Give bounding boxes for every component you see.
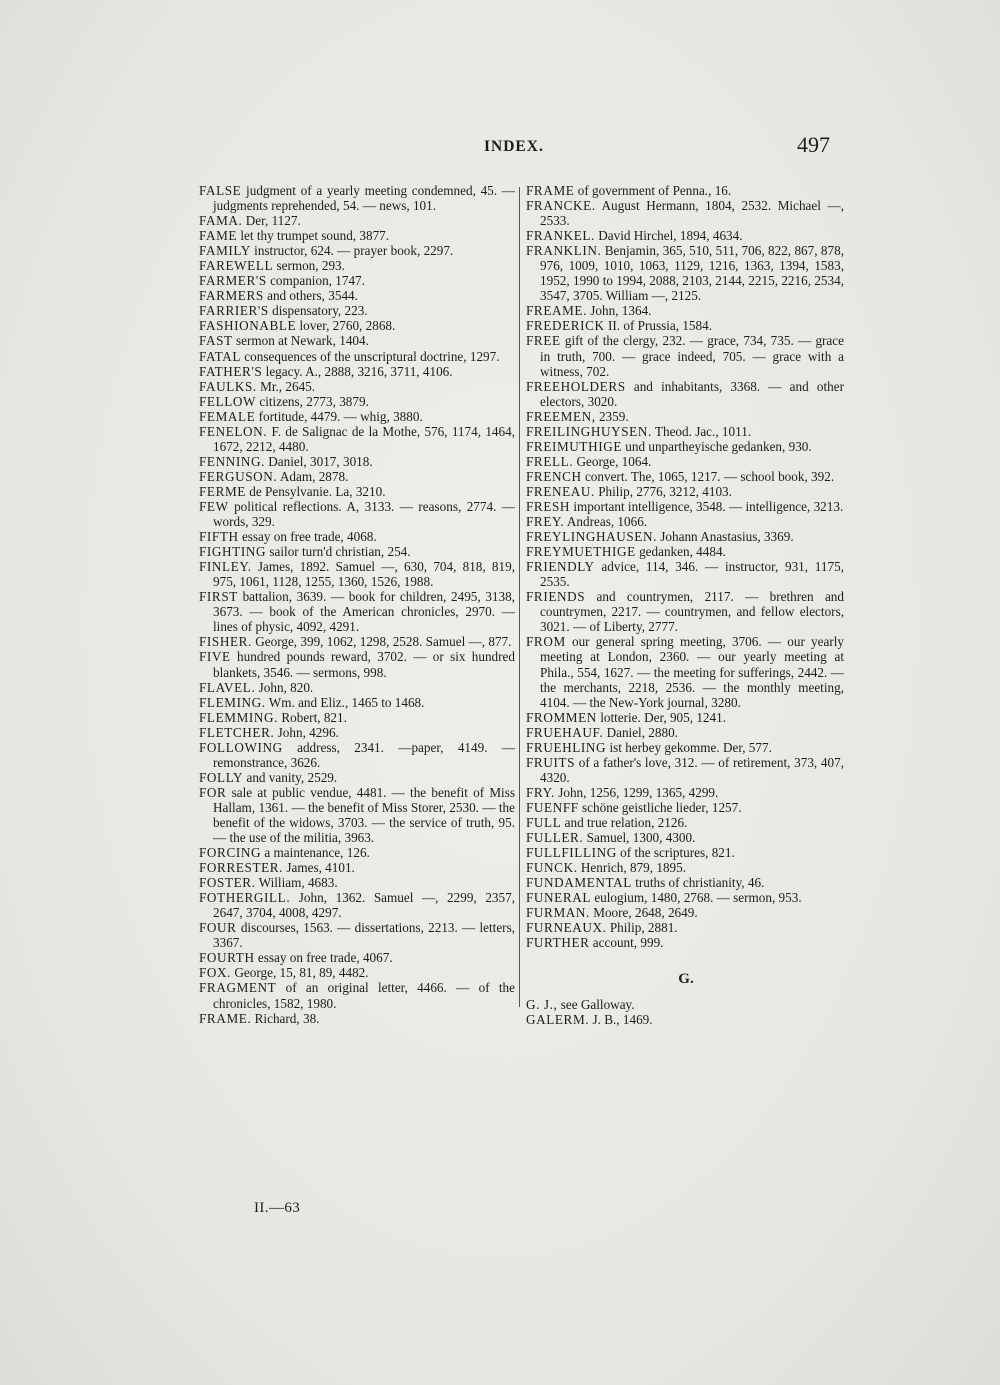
entry-text: David Hirchel, 1894, 4634. bbox=[594, 228, 743, 244]
entry-text: schöne geistliche lieder, 1257. bbox=[578, 799, 742, 815]
entry-text: Moore, 2648, 2649. bbox=[589, 905, 698, 921]
index-column-left bbox=[199, 183, 515, 1026]
index-entry bbox=[199, 695, 515, 710]
index-entry bbox=[526, 469, 844, 484]
entry-keyword: FARMER'S bbox=[199, 273, 267, 289]
entry-text: Daniel, 2880. bbox=[603, 724, 678, 740]
entry-keyword: FURTHER bbox=[526, 935, 590, 951]
entry-text: legacy. A., 2888, 3216, 3711, 4106. bbox=[262, 363, 453, 379]
entry-keyword: FREYLINGHAUSEN. bbox=[526, 529, 657, 545]
entry-text: consequences of the unscriptural doctrine, 1297. bbox=[241, 348, 500, 364]
index-entry bbox=[199, 589, 515, 634]
entry-keyword: FRAGMENT bbox=[199, 980, 277, 996]
entry-keyword: FLETCHER. bbox=[199, 724, 275, 740]
index-entry bbox=[526, 634, 844, 709]
entry-keyword: FULLER. bbox=[526, 830, 584, 846]
entry-text: hundred pounds reward, 3702. — or six hundred blankets, 3546. — sermons, 998. bbox=[213, 649, 515, 680]
index-entry bbox=[526, 514, 844, 529]
entry-keyword: FIVE bbox=[199, 649, 231, 665]
entry-text: companion, 1747. bbox=[266, 273, 365, 289]
entry-keyword: FUNERAL bbox=[526, 890, 592, 906]
index-entry bbox=[526, 499, 844, 514]
index-entry bbox=[199, 529, 515, 544]
entry-keyword: G. J., bbox=[526, 997, 558, 1013]
entry-text: essay on free trade, 4068. bbox=[238, 529, 377, 545]
entry-text: essay on free trade, 4067. bbox=[254, 950, 393, 966]
index-entry bbox=[199, 303, 515, 318]
entry-keyword: FOUR bbox=[199, 920, 237, 936]
entry-keyword: FEMALE bbox=[199, 408, 256, 424]
index-entry bbox=[199, 1011, 515, 1026]
entry-keyword: FASHIONABLE bbox=[199, 318, 297, 334]
entry-text: John, 1364. bbox=[587, 303, 652, 319]
index-entry bbox=[199, 634, 515, 649]
entry-text: Philip, 2776, 3212, 4103. bbox=[594, 483, 732, 499]
entry-keyword: FREYMUETHIGE bbox=[526, 544, 636, 560]
entry-keyword: FAMA. bbox=[199, 213, 243, 229]
entry-text: and inhabitants, 3368. — and other electors, 3020. bbox=[540, 378, 844, 409]
entry-keyword: FIFTH bbox=[199, 529, 239, 545]
index-entry bbox=[526, 439, 844, 454]
index-entry bbox=[199, 318, 515, 333]
index-entry bbox=[526, 815, 844, 830]
entry-text: judgment of a yearly meeting condemned, 45. — judgments reprehended, 54. — news, 101. bbox=[213, 183, 515, 214]
entry-text: sale at public vendue, 4481. — the benefit of Miss Hallam, 1361. — the benefit of Miss Storer, 2530. — the benefit of the widows, 3703. — the service of truth, 95. — the use of the militia, 3963. bbox=[213, 784, 515, 846]
entry-keyword: FROMMEN bbox=[526, 709, 597, 725]
index-entry bbox=[199, 544, 515, 559]
index-entry bbox=[199, 725, 515, 740]
running-title: INDEX. bbox=[484, 138, 544, 155]
entry-keyword: FUENFF bbox=[526, 799, 579, 815]
entry-keyword: FOLLY bbox=[199, 769, 244, 785]
index-entry bbox=[199, 920, 515, 950]
entry-keyword: FRENEAU. bbox=[526, 483, 595, 499]
entry-keyword: FAST bbox=[199, 333, 233, 349]
entry-keyword: FAMILY bbox=[199, 243, 251, 259]
index-entry bbox=[199, 243, 515, 258]
index-entry bbox=[526, 935, 844, 950]
entry-text: important intelligence, 3548. — intelligence, 3213. bbox=[570, 498, 844, 514]
entry-text: Philip, 2881. bbox=[606, 920, 678, 936]
entry-keyword: FOTHERGILL. bbox=[199, 890, 291, 906]
index-entry bbox=[526, 997, 844, 1012]
entry-keyword: FREIMUTHIGE bbox=[526, 438, 622, 454]
index-entry bbox=[526, 424, 844, 439]
entry-keyword: FRANCKE. bbox=[526, 198, 596, 214]
index-entry bbox=[526, 529, 844, 544]
entry-text: Daniel, 3017, 3018. bbox=[264, 453, 373, 469]
index-entry bbox=[526, 544, 844, 559]
index-entry bbox=[526, 875, 844, 890]
entry-keyword: FOR bbox=[199, 784, 227, 800]
index-entry bbox=[526, 785, 844, 800]
index-entry bbox=[199, 860, 515, 875]
entry-keyword: FREDERICK bbox=[526, 318, 605, 334]
index-entry bbox=[199, 183, 515, 213]
index-entry bbox=[526, 725, 844, 740]
entry-keyword: FLEMMING. bbox=[199, 709, 279, 725]
index-entry bbox=[199, 890, 515, 920]
index-entry bbox=[526, 755, 844, 785]
entry-keyword: FLAVEL. bbox=[199, 679, 256, 695]
entry-text: August Hermann, 1804, 2532. Michael —, 2533. bbox=[540, 198, 844, 229]
index-entry bbox=[526, 409, 844, 424]
entry-text: John, 1256, 1299, 1365, 4299. bbox=[554, 784, 719, 800]
entry-keyword: FRAME. bbox=[199, 1010, 252, 1026]
entry-text: of an original letter, 4466. — of the chronicles, 1582, 1980. bbox=[213, 980, 515, 1011]
entry-keyword: FERGUSON. bbox=[199, 468, 278, 484]
entry-text: of the scriptures, 821. bbox=[616, 845, 735, 861]
entry-text: sermon, 293. bbox=[273, 258, 345, 274]
index-entry bbox=[199, 965, 515, 980]
entry-text: sailor turn'd christian, 254. bbox=[266, 544, 411, 560]
entry-keyword: FRANKEL. bbox=[526, 228, 595, 244]
entry-text: sermon at Newark, 1404. bbox=[232, 333, 369, 349]
index-entry bbox=[199, 740, 515, 770]
index-entry bbox=[199, 379, 515, 394]
index-entry bbox=[199, 213, 515, 228]
entry-text: address, 2341. —paper, 4149. — remonstrance, 3626. bbox=[213, 739, 515, 770]
entry-text: F. de Salignac de la Mothe, 576, 1174, 1464, 1672, 2212, 4480. bbox=[213, 423, 515, 454]
entry-keyword: FRUEHLING bbox=[526, 739, 607, 755]
entry-keyword: FOLLOWING bbox=[199, 739, 283, 755]
entry-text: John, 820. bbox=[255, 679, 314, 695]
entry-keyword: FRY. bbox=[526, 784, 555, 800]
entry-text: II. of Prussia, 1584. bbox=[604, 318, 712, 334]
entry-keyword: FREE bbox=[526, 333, 561, 349]
index-entry bbox=[526, 1012, 844, 1027]
entry-text: gedanken, 4484. bbox=[635, 544, 726, 560]
index-entry bbox=[199, 559, 515, 589]
index-entry bbox=[526, 845, 844, 860]
entry-keyword: FULL bbox=[526, 814, 562, 830]
index-entry bbox=[199, 770, 515, 785]
index-entry bbox=[526, 183, 844, 198]
entry-text: James, 4101. bbox=[283, 860, 355, 876]
entry-keyword: FATAL bbox=[199, 348, 241, 364]
entry-keyword: FRUEHAUF. bbox=[526, 724, 604, 740]
index-entry bbox=[199, 649, 515, 679]
entry-text: Wm. and Eliz., 1465 to 1468. bbox=[265, 694, 425, 710]
entry-text: eulogium, 1480, 2768. — sermon, 953. bbox=[591, 890, 802, 906]
index-entry bbox=[199, 409, 515, 424]
entry-keyword: FREAME. bbox=[526, 303, 587, 319]
entry-keyword: FAREWELL bbox=[199, 258, 274, 274]
entry-text: und unpartheyische gedanken, 930. bbox=[621, 438, 812, 454]
entry-text: George, 15, 81, 89, 4482. bbox=[231, 965, 369, 981]
entry-text: let thy trumpet sound, 3877. bbox=[237, 228, 390, 244]
entry-text: see Galloway. bbox=[557, 997, 635, 1013]
entry-text: J. B., 1469. bbox=[589, 1012, 653, 1028]
entry-text: lover, 2760, 2868. bbox=[296, 318, 396, 334]
entry-text: Henrich, 879, 1895. bbox=[577, 860, 687, 876]
index-entry bbox=[199, 710, 515, 725]
entry-text: convert. The, 1065, 1217. — school book, 392. bbox=[581, 468, 835, 484]
entry-keyword: FIGHTING bbox=[199, 544, 267, 560]
entry-text: instructor, 624. — prayer book, 2297. bbox=[250, 243, 454, 259]
entry-text: and countrymen, 2117. — brethren and countrymen, 2217. — countrymen, and fellow electors, 3021. — of Liberty, 2777. bbox=[540, 589, 844, 635]
entry-text: truths of christianity, 46. bbox=[631, 875, 765, 891]
entry-text: Richard, 38. bbox=[251, 1010, 320, 1026]
entry-keyword: GALERM. bbox=[526, 1012, 590, 1028]
entry-keyword: FURNEAUX. bbox=[526, 920, 607, 936]
column-divider bbox=[519, 187, 520, 1007]
entry-text: Samuel, 1300, 4300. bbox=[583, 830, 696, 846]
entry-text: ist herbey gekomme. Der, 577. bbox=[606, 739, 772, 755]
entry-text: James, 1892. Samuel —, 630, 704, 818, 819, 975, 1061, 1128, 1255, 1360, 1526, 1988. bbox=[213, 559, 515, 590]
entry-keyword: FULLFILLING bbox=[526, 845, 617, 861]
index-entry bbox=[526, 379, 844, 409]
entry-text: and others, 3544. bbox=[263, 288, 358, 304]
entry-text: advice, 114, 346. — instructor, 931, 1175, 2535. bbox=[540, 559, 844, 590]
entry-text: Mr., 2645. bbox=[256, 378, 316, 394]
entry-text: dispensatory, 223. bbox=[268, 303, 368, 319]
index-entry bbox=[199, 845, 515, 860]
entry-keyword: FEW bbox=[199, 498, 229, 514]
page-number: 497 bbox=[797, 132, 830, 157]
index-entry bbox=[526, 890, 844, 905]
entry-keyword: FARMERS bbox=[199, 288, 264, 304]
entry-keyword: FRAME bbox=[526, 183, 575, 198]
entry-text: battalion, 3639. — book for children, 2495, 3138, 3673. — book of the American chronicles, 2970. — lines of physic, 4092, 4291. bbox=[213, 589, 515, 635]
entry-keyword: FREILINGHUYSEN. bbox=[526, 423, 652, 439]
index-entry bbox=[526, 710, 844, 725]
index-entry bbox=[526, 333, 844, 378]
index-entry bbox=[199, 394, 515, 409]
entry-keyword: FUNDAMENTAL bbox=[526, 875, 632, 891]
index-entry bbox=[199, 484, 515, 499]
entry-keyword: FRUITS bbox=[526, 754, 576, 770]
entry-keyword: FRIENDLY bbox=[526, 559, 595, 575]
g-entries bbox=[526, 997, 844, 1027]
entry-keyword: FAULKS. bbox=[199, 378, 257, 394]
entry-keyword: FELLOW bbox=[199, 393, 257, 409]
index-column-right bbox=[526, 183, 844, 1028]
right-entries bbox=[526, 183, 844, 950]
entry-text: George, 1064. bbox=[573, 453, 652, 469]
index-entry bbox=[199, 288, 515, 303]
entry-text: and true relation, 2126. bbox=[561, 814, 688, 830]
entry-text: John, 4296. bbox=[274, 724, 339, 740]
index-entry bbox=[199, 785, 515, 845]
index-entry bbox=[199, 875, 515, 890]
entry-keyword: FRESH bbox=[526, 498, 571, 514]
entry-keyword: FOURTH bbox=[199, 950, 255, 966]
entry-keyword: FREY. bbox=[526, 514, 565, 530]
index-entry bbox=[199, 454, 515, 469]
entry-keyword: FLEMING. bbox=[199, 694, 266, 710]
entry-text: 2359. bbox=[595, 408, 629, 424]
index-entry bbox=[199, 273, 515, 288]
index-entry bbox=[526, 860, 844, 875]
entry-text: lotterie. Der, 905, 1241. bbox=[596, 709, 727, 725]
entry-text: Andreas, 1066. bbox=[564, 514, 648, 530]
index-entry bbox=[526, 228, 844, 243]
entry-text: Adam, 2878. bbox=[277, 468, 349, 484]
signature-mark: II.—63 bbox=[254, 1200, 301, 1216]
entry-keyword: FREEMEN, bbox=[526, 408, 596, 424]
entry-keyword: FURMAN. bbox=[526, 905, 590, 921]
entry-text: a maintenance, 126. bbox=[261, 845, 370, 861]
entry-keyword: FALSE bbox=[199, 183, 242, 198]
entry-keyword: FUNCK. bbox=[526, 860, 578, 876]
index-entry bbox=[526, 198, 844, 228]
entry-keyword: FAME bbox=[199, 228, 238, 244]
running-head bbox=[0, 132, 1000, 162]
index-entry bbox=[199, 258, 515, 273]
entry-text: Theod. Jac., 1011. bbox=[651, 423, 752, 439]
entry-text: of a father's love, 312. — of retirement, 373, 407, 4320. bbox=[540, 754, 844, 785]
entry-text: Benjamin, 365, 510, 511, 706, 822, 867, 878, 976, 1009, 1010, 1063, 1129, 1216, 1363, 1394, 1583, 1952, 1990 to 1994, 2088, 2103, 2144, 2215, 2216, 2534, 3547, 3705. William —, 2125. bbox=[540, 243, 844, 304]
entry-text: Johann Anastasius, 3369. bbox=[656, 529, 794, 545]
index-entry bbox=[199, 349, 515, 364]
entry-text: discourses, 1563. — dissertations, 2213. — letters, 3367. bbox=[213, 920, 515, 951]
entry-keyword: FREEHOLDERS bbox=[526, 378, 626, 394]
entry-keyword: FIRST bbox=[199, 589, 238, 605]
index-entry bbox=[526, 830, 844, 845]
entry-text: political reflections. A, 3133. — reasons, 2774. — words, 329. bbox=[213, 498, 515, 530]
index-entry bbox=[526, 740, 844, 755]
index-entry bbox=[199, 499, 515, 529]
index-entry bbox=[526, 484, 844, 499]
index-entry bbox=[199, 424, 515, 454]
index-entry bbox=[199, 469, 515, 484]
entry-text: Der, 1127. bbox=[242, 213, 301, 229]
index-entry bbox=[526, 905, 844, 920]
index-entry bbox=[199, 950, 515, 965]
entry-keyword: FOX. bbox=[199, 965, 232, 981]
index-entry bbox=[526, 303, 844, 318]
index-entry bbox=[199, 228, 515, 243]
index-entry bbox=[526, 243, 844, 303]
index-entry bbox=[199, 980, 515, 1010]
entry-keyword: FARRIER'S bbox=[199, 303, 269, 319]
entry-text: fortitude, 4479. — whig, 3880. bbox=[255, 408, 423, 424]
entry-text: John, 1362. Samuel —, 2299, 2357, 2647, 3704, 4008, 4297. bbox=[213, 890, 515, 921]
entry-keyword: FATHER'S bbox=[199, 363, 263, 379]
entry-text: George, 399, 1062, 1298, 2528. Samuel —, 877. bbox=[251, 634, 512, 650]
index-entry bbox=[526, 454, 844, 469]
entry-text: account, 999. bbox=[589, 935, 664, 951]
entry-keyword: FORCING bbox=[199, 845, 262, 861]
entry-keyword: FISHER. bbox=[199, 634, 252, 650]
index-entry bbox=[526, 920, 844, 935]
index-entry bbox=[526, 800, 844, 815]
index-entry bbox=[526, 318, 844, 333]
entry-text: gift of the clergy, 232. — grace, 734, 735. — grace in truth, 700. — grace indeed, 705. — grace with a witness, 702. bbox=[540, 333, 844, 379]
entry-text: our general spring meeting, 3706. — our yearly meeting at London, 2360. — our yearly meeting at Phila., 554, 1627. — the meeting for sufferings, 2442. — the merchants, 2218, 2536. — the monthly meeting, 4104. — the New-York journal, 3280. bbox=[540, 634, 844, 710]
entry-keyword: FROM bbox=[526, 634, 566, 650]
entry-keyword: FENELON. bbox=[199, 423, 268, 439]
entry-keyword: FOSTER. bbox=[199, 875, 256, 891]
entry-text: Robert, 821. bbox=[278, 709, 347, 725]
entry-keyword: FRANKLIN. bbox=[526, 243, 602, 259]
entry-keyword: FRIENDS bbox=[526, 589, 586, 605]
entry-keyword: FINLEY. bbox=[199, 559, 252, 575]
entry-text: William, 4683. bbox=[255, 875, 338, 891]
entry-keyword: FERME bbox=[199, 483, 246, 499]
index-entry bbox=[199, 680, 515, 695]
entry-keyword: FRENCH bbox=[526, 468, 582, 484]
section-heading-g: G. bbox=[678, 971, 694, 988]
entry-keyword: FENNING. bbox=[199, 453, 265, 469]
entry-keyword: FORRESTER. bbox=[199, 860, 284, 876]
entry-keyword: FRELL. bbox=[526, 453, 574, 469]
index-entry bbox=[526, 559, 844, 589]
index-entry bbox=[526, 589, 844, 634]
entry-text: and vanity, 2529. bbox=[243, 769, 338, 785]
entry-text: de Pensylvanie. La, 3210. bbox=[245, 483, 386, 499]
index-entry bbox=[199, 364, 515, 379]
entry-text: citizens, 2773, 3879. bbox=[256, 393, 369, 409]
index-entry bbox=[199, 333, 515, 348]
entry-text: of government of Penna., 16. bbox=[574, 183, 732, 198]
